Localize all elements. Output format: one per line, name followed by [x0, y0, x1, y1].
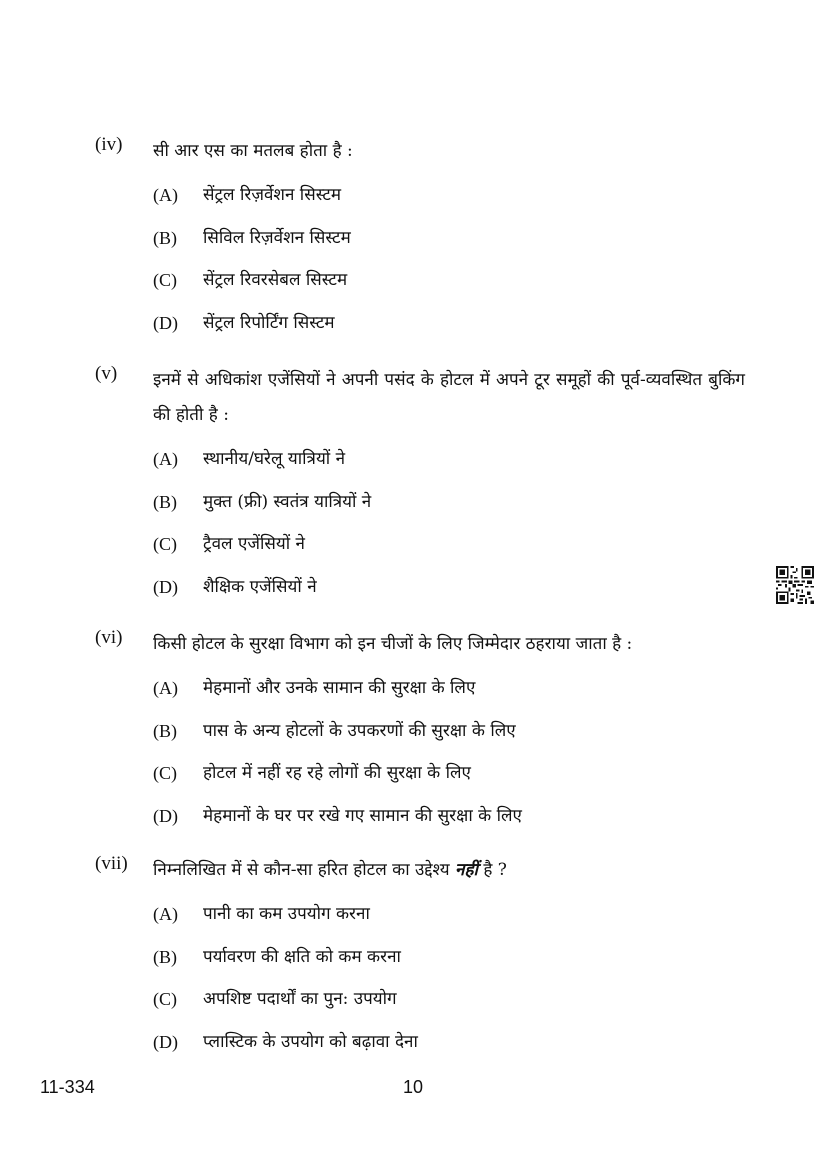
option-label: (D): [153, 1031, 178, 1052]
option-c: [153, 527, 745, 570]
option-label: (D): [153, 312, 178, 333]
page-number: 10: [403, 1077, 424, 1097]
option-text: शैक्षिक एजेंसियों ने: [203, 576, 317, 597]
question-text: किसी होटल के सुरक्षा विभाग को इन चीजों के लिए जिम्मेदार ठहराया जाता है :: [153, 634, 633, 654]
option-d: [153, 306, 745, 349]
option-label: (A): [153, 904, 178, 924]
question-text: सी आर एस का मतलब होता है :: [153, 141, 353, 161]
option-label: (C): [153, 989, 177, 1009]
option-d: [153, 799, 745, 842]
option-label: (B): [153, 227, 177, 248]
option-label: (D): [153, 576, 178, 597]
option-d: [153, 570, 745, 613]
paper-code: 11-334: [40, 1077, 95, 1097]
option-text: सिविल रिज़र्वेशन सिस्टम: [203, 227, 351, 248]
question-number: (vii): [95, 853, 128, 874]
option-label: (A): [153, 185, 178, 205]
option-a: [153, 442, 745, 485]
option-b: [153, 485, 745, 528]
question-text-before: निम्नलिखित में से कौन-सा हरित होटल का उद्देश्य: [153, 860, 456, 880]
option-b: [153, 940, 745, 983]
option-a: [153, 178, 745, 221]
option-text: पानी का कम उपयोग करना: [203, 904, 370, 924]
option-text: ट्रैवल एजेंसियों ने: [203, 534, 305, 554]
option-text: प्लास्टिक के उपयोग को बढ़ावा देना: [203, 1031, 418, 1052]
question-number: (v): [95, 363, 118, 384]
option-label: (D): [153, 805, 178, 826]
option-label: (A): [153, 678, 178, 698]
question-number: (vi): [95, 627, 123, 648]
option-text: मुक्त (फ्री) स्वतंत्र यात्रियों ने: [203, 491, 372, 512]
option-label: (C): [153, 763, 177, 783]
option-b: [153, 714, 745, 757]
option-label: (B): [153, 720, 177, 741]
option-text: मेहमानों और उनके सामान की सुरक्षा के लिए: [203, 678, 476, 698]
option-b: [153, 221, 745, 264]
option-label: (A): [153, 449, 178, 469]
option-label: (B): [153, 946, 177, 967]
question-text-after: है ?: [477, 860, 507, 880]
option-text: होटल में नहीं रह रहे लोगों की सुरक्षा के लिए: [203, 763, 471, 783]
option-a: [153, 671, 745, 714]
option-text: पास के अन्य होटलों के उपकरणों की सुरक्षा के लिए: [203, 720, 516, 741]
qr-code-icon: [776, 566, 814, 604]
option-d: [153, 1025, 745, 1068]
option-label: (B): [153, 491, 177, 512]
option-c: [153, 982, 745, 1025]
option-text: मेहमानों के घर पर रखे गए सामान की सुरक्षा के लिए: [203, 805, 522, 826]
question-v: [95, 363, 745, 612]
option-text: सेंट्रल रिज़र्वेशन सिस्टम: [203, 185, 342, 205]
question-iv: [95, 134, 745, 348]
question-number: (iv): [95, 134, 123, 155]
option-text: पर्यावरण की क्षति को कम करना: [203, 946, 401, 967]
question-vii: [95, 853, 745, 1067]
option-label: (C): [153, 534, 177, 554]
option-c: [153, 263, 745, 306]
question-text: इनमें से अधिकांश एजेंसियों ने अपनी पसंद के होटल में अपने टूर समूहों की पूर्व-व्यवस्थित बुकिंग की होती है :: [153, 370, 745, 425]
option-a: [153, 897, 745, 940]
option-text: सेंट्रल रिपोर्टिंग सिस्टम: [203, 312, 335, 333]
option-c: [153, 756, 745, 799]
option-text: सेंट्रल रिवरसेबल सिस्टम: [203, 270, 348, 290]
option-label: (C): [153, 270, 177, 290]
option-text: अपशिष्ट पदार्थों का पुन: उपयोग: [203, 989, 397, 1009]
question-vi: [95, 627, 745, 841]
question-text: [153, 853, 745, 888]
option-text: स्थानीय/घरेलू यात्रियों ने: [203, 449, 346, 469]
question-text-emphasis: नहीं: [455, 860, 478, 880]
